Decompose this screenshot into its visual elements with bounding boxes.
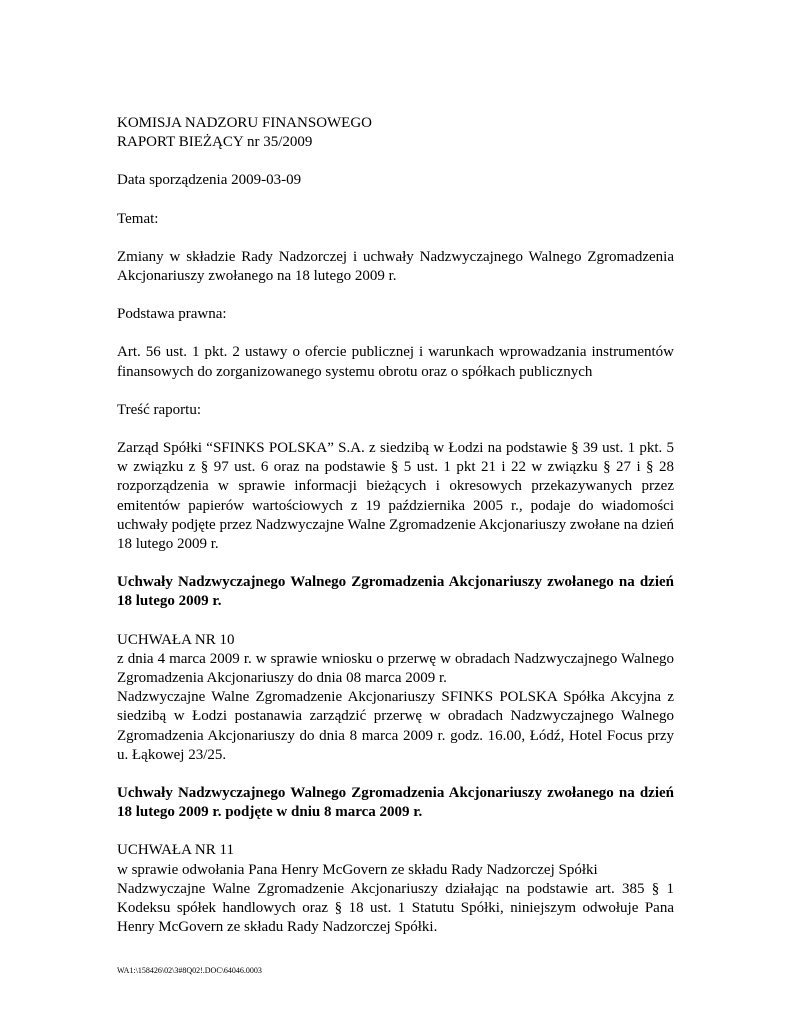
header-report-number: RAPORT BIEŻĄCY nr 35/2009	[117, 134, 313, 151]
resolution-10-subject: z dnia 4 marca 2009 r. w sprawie wniosku o przerwę w obradach Nadzwyczajnego Walnego Zgromadzenia Akcjonariuszy do dnia 08 marca 2009 r.	[117, 650, 674, 687]
subject-label: Temat:	[117, 210, 159, 227]
report-date: Data sporządzenia 2009-03-09	[117, 172, 302, 189]
legal-basis-label: Podstawa prawna:	[117, 306, 227, 323]
resolution-11-body: Nadzwyczajne Walne Zgromadzenie Akcjonariuszy działając na podstawie art. 385 § 1 Kodeksu spółek handlowych oraz § 18 ust. 1 Statutu Spółki, niniejszym odwołuje Pana Henry McGovern ze składu Rady Nadzorczej Spółki.	[117, 880, 674, 936]
subject-text: Zmiany w składzie Rady Nadzorczej i uchwały Nadzwyczajnego Walnego Zgromadzenia Akcjonariuszy zwołanego na 18 lutego 2009 r.	[117, 248, 674, 285]
resolution-11-subject: w sprawie odwołania Pana Henry McGovern ze składu Rady Nadzorczej Spółki	[117, 861, 598, 878]
resolution-10-title: UCHWAŁA NR 10	[117, 631, 235, 648]
document-page	[117, 114, 674, 938]
resolution-11-title: UCHWAŁA NR 11	[117, 842, 234, 859]
section-heading-2: Uchwały Nadzwyczajnego Walnego Zgromadzenia Akcjonariuszy zwołanego na dzień 18 lutego 2009 r. podjęte w dniu 8 marca 2009 r.	[117, 785, 674, 821]
section-heading-1: Uchwały Nadzwyczajnego Walnego Zgromadzenia Akcjonariuszy zwołanego na dzień 18 lutego 2009 r.	[117, 574, 674, 610]
legal-basis-text: Art. 56 ust. 1 pkt. 2 ustawy o ofercie publicznej i warunkach wprowadzania instrumentów finansowych do zorganizowanego systemu obrotu oraz o spółkach publicznych	[117, 344, 674, 380]
header-commission: KOMISJA NADZORU FINANSOWEGO	[117, 115, 373, 131]
content-text: Zarząd Spółki “SFINKS POLSKA” S.A. z siedzibą w Łodzi na podstawie § 39 ust. 1 pkt. 5 w związku z § 97 ust. 6 oraz na podstawie § 5 ust. 1 pkt 21 i 22 w związku § 27 i § 28 rozporządzenia w sprawie informacji bieżących i okresowych przekazywanych przez emitentów papierów wartościowych z 19 października 2005 r., podaje do wiadomości uchwały podjęte przez Nadzwyczajne Walne Zgromadzenie Akcjonariuszy zwołane na dzień 18 lutego 2009 r.	[117, 440, 675, 553]
content-label: Treść raportu:	[117, 401, 202, 418]
document-footer-path: WA1:\158426\02\3#8Q02!.DOC\64046.0003	[117, 966, 262, 975]
resolution-10-body: Nadzwyczajne Walne Zgromadzenie Akcjonariuszy SFINKS POLSKA Spółka Akcyjna z siedzibą w Łodzi postanawia zarządzić przerwę w obradach Nadzwyczajnego Walnego Zgromadzenia Akcjonariuszy do dnia 8 marca 2009 r. godz. 16.00, Łódź, Hotel Focus przy u. Łąkowej 23/25.	[117, 689, 674, 763]
